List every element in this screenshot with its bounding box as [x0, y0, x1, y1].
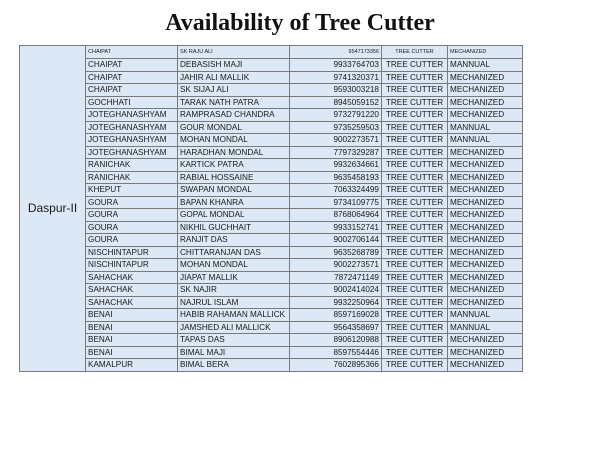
cell-phone: 7602895366 — [290, 359, 382, 372]
tree-cutter-table — [19, 45, 523, 372]
cell-item: TREE CUTTER — [382, 109, 448, 122]
header-village: CHAIPAT — [86, 46, 178, 59]
cell-phone: 9735259503 — [290, 121, 382, 134]
cell-village: BENAI — [86, 321, 178, 334]
cell-phone: 9635268789 — [290, 246, 382, 259]
cell-phone: 9002273571 — [290, 259, 382, 272]
table-row — [20, 84, 523, 97]
cell-type: MECHANIZED — [448, 246, 523, 259]
cell-phone: 9732791220 — [290, 109, 382, 122]
cell-phone: 9741320371 — [290, 71, 382, 84]
cell-phone: 7063324499 — [290, 184, 382, 197]
cell-village: KHEPUT — [86, 184, 178, 197]
cell-name: JIAPAT MALLIK — [178, 271, 290, 284]
cell-village: GOURA — [86, 221, 178, 234]
page-title: Availability of Tree Cutter — [165, 10, 435, 36]
cell-item: TREE CUTTER — [382, 359, 448, 372]
table-row — [20, 184, 523, 197]
cell-name: NAJRUL ISLAM — [178, 296, 290, 309]
cell-phone: 7872471149 — [290, 271, 382, 284]
cell-name: JAMSHED ALI MALLICK — [178, 321, 290, 334]
cell-phone: 9564358697 — [290, 321, 382, 334]
cell-village: NISCHINTAPUR — [86, 259, 178, 272]
cell-village: JOTEGHANASHYAM — [86, 134, 178, 147]
cell-name: DEBASISH MAJI — [178, 59, 290, 72]
table-row — [20, 296, 523, 309]
cell-village: RANICHAK — [86, 159, 178, 172]
cell-item: TREE CUTTER — [382, 246, 448, 259]
cell-village: CHAIPAT — [86, 59, 178, 72]
cell-item: TREE CUTTER — [382, 96, 448, 109]
cell-phone: 8768064964 — [290, 209, 382, 222]
cell-phone: 9933152741 — [290, 221, 382, 234]
cell-item: TREE CUTTER — [382, 71, 448, 84]
cell-type: MANNUAL — [448, 134, 523, 147]
cell-type: MECHANIZED — [448, 171, 523, 184]
cell-item: TREE CUTTER — [382, 271, 448, 284]
table-row — [20, 159, 523, 172]
cell-phone: 9002414024 — [290, 284, 382, 297]
table-row — [20, 134, 523, 147]
cell-village: BENAI — [86, 309, 178, 322]
cell-type: MECHANIZED — [448, 221, 523, 234]
table-row — [20, 121, 523, 134]
cell-name: HABIB RAHAMAN MALLICK — [178, 309, 290, 322]
cell-name: TARAK NATH PATRA — [178, 96, 290, 109]
header-type: MECHANIZED — [448, 46, 523, 59]
cell-village: BENAI — [86, 346, 178, 359]
cell-phone: 9734109775 — [290, 196, 382, 209]
cell-phone: 7797329287 — [290, 146, 382, 159]
table-row — [20, 346, 523, 359]
cell-name: RANJIT DAS — [178, 234, 290, 247]
cell-name: BIMAL MAJI — [178, 346, 290, 359]
cell-type: MECHANIZED — [448, 96, 523, 109]
cell-village: KAMALPUR — [86, 359, 178, 372]
table-row — [20, 221, 523, 234]
cell-name: MOHAN MONDAL — [178, 259, 290, 272]
cell-name: HARADHAN MONDAL — [178, 146, 290, 159]
cell-phone: 9635458193 — [290, 171, 382, 184]
cell-phone: 9002706144 — [290, 234, 382, 247]
cell-type: MECHANIZED — [448, 159, 523, 172]
table-row — [20, 246, 523, 259]
cell-phone: 9933764703 — [290, 59, 382, 72]
cell-type: MECHANIZED — [448, 334, 523, 347]
table-row — [20, 196, 523, 209]
cell-item: TREE CUTTER — [382, 334, 448, 347]
table-row — [20, 59, 523, 72]
cell-name: MOHAN MONDAL — [178, 134, 290, 147]
cell-item: TREE CUTTER — [382, 284, 448, 297]
cell-village: SAHACHAK — [86, 271, 178, 284]
cell-village: NISCHINTAPUR — [86, 246, 178, 259]
cell-name: JAHIR ALI MALLIK — [178, 71, 290, 84]
cell-item: TREE CUTTER — [382, 159, 448, 172]
cell-phone: 9002273571 — [290, 134, 382, 147]
cell-village: GOURA — [86, 209, 178, 222]
cell-type: MECHANIZED — [448, 209, 523, 222]
cell-item: TREE CUTTER — [382, 296, 448, 309]
table-row — [20, 309, 523, 322]
cell-type: MANNUAL — [448, 121, 523, 134]
header-phone: 9547173356 — [290, 46, 382, 59]
header-name: SK RAJU ALI — [178, 46, 290, 59]
table-row — [20, 259, 523, 272]
cell-type: MECHANIZED — [448, 84, 523, 97]
cell-item: TREE CUTTER — [382, 321, 448, 334]
table-row — [20, 321, 523, 334]
cell-name: SWAPAN MONDAL — [178, 184, 290, 197]
cell-name: NIKHIL GUCHHAIT — [178, 221, 290, 234]
cell-item: TREE CUTTER — [382, 309, 448, 322]
cell-village: GOCHHATI — [86, 96, 178, 109]
table-row — [20, 334, 523, 347]
cell-village: BENAI — [86, 334, 178, 347]
cell-item: TREE CUTTER — [382, 146, 448, 159]
cell-name: BIMAL BERA — [178, 359, 290, 372]
cell-name: GOPAL MONDAL — [178, 209, 290, 222]
cell-village: CHAIPAT — [86, 84, 178, 97]
cell-type: MECHANIZED — [448, 71, 523, 84]
cell-name: RAMPRASAD CHANDRA — [178, 109, 290, 122]
cell-phone: 8906120988 — [290, 334, 382, 347]
region-cell: Daspur-II — [20, 46, 86, 372]
cell-phone: 8597554446 — [290, 346, 382, 359]
cell-item: TREE CUTTER — [382, 171, 448, 184]
header-item: TREE CUTTER — [382, 46, 448, 59]
cell-item: TREE CUTTER — [382, 346, 448, 359]
cell-village: JOTEGHANASHYAM — [86, 146, 178, 159]
cell-name: SK NAJIR — [178, 284, 290, 297]
table-row — [20, 109, 523, 122]
cell-item: TREE CUTTER — [382, 121, 448, 134]
cell-item: TREE CUTTER — [382, 221, 448, 234]
table-row — [20, 271, 523, 284]
cell-name: GOUR MONDAL — [178, 121, 290, 134]
cell-type: MECHANIZED — [448, 184, 523, 197]
cell-name: SK SIJAJ ALI — [178, 84, 290, 97]
cell-phone: 8597169028 — [290, 309, 382, 322]
cell-item: TREE CUTTER — [382, 234, 448, 247]
cell-item: TREE CUTTER — [382, 184, 448, 197]
cell-item: TREE CUTTER — [382, 84, 448, 97]
cell-village: RANICHAK — [86, 171, 178, 184]
cell-phone: 9593003218 — [290, 84, 382, 97]
cell-phone: 9932250964 — [290, 296, 382, 309]
cell-name: BAPAN KHANRA — [178, 196, 290, 209]
cell-item: TREE CUTTER — [382, 134, 448, 147]
table-row — [20, 96, 523, 109]
cell-village: JOTEGHANASHYAM — [86, 121, 178, 134]
table-row — [20, 71, 523, 84]
cell-phone: 8945059152 — [290, 96, 382, 109]
cell-village: JOTEGHANASHYAM — [86, 109, 178, 122]
cell-type: MANNUAL — [448, 309, 523, 322]
cell-type: MECHANIZED — [448, 196, 523, 209]
cell-village: CHAIPAT — [86, 71, 178, 84]
cell-phone: 9932634661 — [290, 159, 382, 172]
table-header-row — [20, 46, 523, 59]
cell-item: TREE CUTTER — [382, 196, 448, 209]
cell-village: SAHACHAK — [86, 296, 178, 309]
cell-type: MECHANIZED — [448, 346, 523, 359]
cell-type: MECHANIZED — [448, 271, 523, 284]
cell-village: GOURA — [86, 234, 178, 247]
cell-item: TREE CUTTER — [382, 209, 448, 222]
cell-type: MECHANIZED — [448, 359, 523, 372]
cell-type: MECHANIZED — [448, 284, 523, 297]
cell-type: MECHANIZED — [448, 109, 523, 122]
cell-item: TREE CUTTER — [382, 59, 448, 72]
cell-village: SAHACHAK — [86, 284, 178, 297]
cell-name: CHITTARANJAN DAS — [178, 246, 290, 259]
cell-type: MECHANIZED — [448, 259, 523, 272]
table-row — [20, 234, 523, 247]
cell-village: GOURA — [86, 196, 178, 209]
cell-name: TAPAS DAS — [178, 334, 290, 347]
cell-name: RABIAL HOSSAINE — [178, 171, 290, 184]
table-row — [20, 209, 523, 222]
cell-name: KARTICK PATRA — [178, 159, 290, 172]
cell-type: MECHANIZED — [448, 296, 523, 309]
cell-type: MECHANIZED — [448, 146, 523, 159]
cell-type: MANNUAL — [448, 59, 523, 72]
table-row — [20, 284, 523, 297]
cell-item: TREE CUTTER — [382, 259, 448, 272]
table-row — [20, 359, 523, 372]
table-row — [20, 146, 523, 159]
cell-type: MANNUAL — [448, 321, 523, 334]
table-row — [20, 171, 523, 184]
cell-type: MECHANIZED — [448, 234, 523, 247]
